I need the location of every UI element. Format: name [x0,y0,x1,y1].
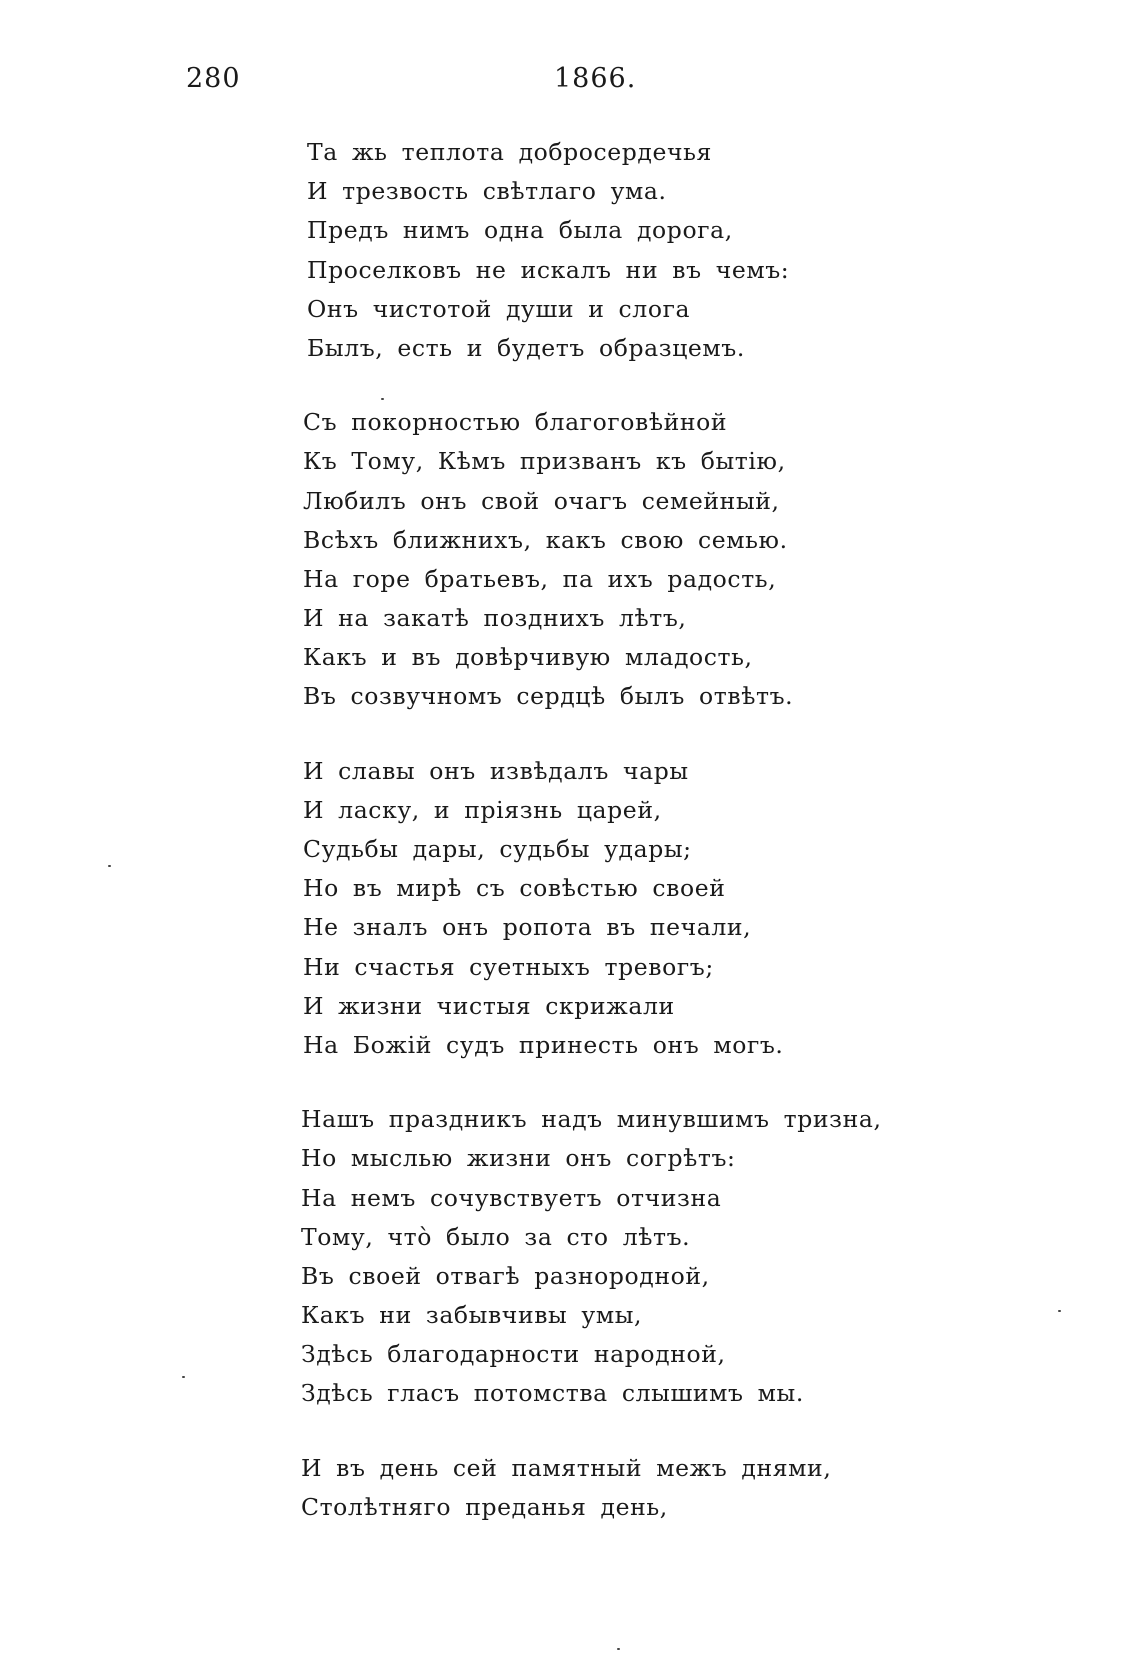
verse-line: Всѣхъ ближнихъ, какъ свою семью. [303,525,788,554]
verse-line: Нашъ праздникъ надъ минувшимъ тризна, [301,1105,882,1134]
verse-line: И ласку, и пріязнь царей, [303,795,662,824]
verse-line: Та жь теплота добросердечья [307,138,712,166]
verse-line: И трезвость свѣтлаго ума. [307,177,667,206]
verse-line: Судьбы дары, судьбы удары; [303,835,692,863]
verse-line: Проселковъ не искалъ ни въ чемъ: [307,255,790,284]
scan-speck [381,398,384,400]
verse-line: Но мыслью жизни онъ согрѣтъ: [301,1144,736,1173]
verse-line: Не зналъ онъ ропота въ печали, [303,913,752,942]
scan-speck [182,1376,185,1378]
verse-line: Но въ мирѣ съ совѣстью своей [303,874,726,903]
verse-line: Былъ, есть и будетъ образцемъ. [307,333,745,362]
verse-line: Ни счастья суетныхъ тревогъ; [303,952,714,981]
verse-line: И на закатѣ позднихъ лѣтъ, [303,604,687,633]
poem-body [301,133,1027,1562]
stanza [301,1449,1027,1527]
scan-speck [617,1648,620,1650]
verse-line: Какъ ни забывчивы умы, [301,1301,643,1330]
verse-line: И славы онъ извѣдалъ чары [303,756,689,785]
verse-line: Предъ нимъ одна была дорога, [307,216,733,245]
verse-line: На Божій судъ принесть онъ могъ. [303,1030,784,1059]
stanza [303,403,1027,717]
stanza [307,133,1027,368]
stanza [301,1100,1027,1414]
scan-speck [108,865,111,867]
verse-line: Онъ чистотой души и слога [307,294,691,323]
verse-line: И жизни чистыя скрижали [303,991,675,1020]
verse-line: На горе братьевъ, па ихъ радость, [303,564,777,593]
verse-line: Къ Тому, Кѣмъ призванъ къ бытію, [303,447,786,476]
verse-line: Тому, что̀ было за сто лѣтъ. [301,1222,691,1251]
stanza [303,752,1027,1066]
verse-line: Въ своей отвагѣ разнородной, [301,1261,710,1290]
verse-line: Въ созвучномъ сердцѣ былъ отвѣтъ. [303,682,794,711]
verse-line: Какъ и въ довѣрчивую младость, [303,643,753,672]
verse-line: И въ день сей памятный межъ днями, [301,1453,832,1482]
verse-line: На немъ сочувствуетъ отчизна [301,1183,722,1212]
verse-line: Съ покорностью благоговѣйной [303,408,728,437]
verse-line: Здѣсь гласъ потомства слышимъ мы. [301,1379,804,1408]
scan-speck [1058,1310,1061,1312]
running-header-year: 1866. [554,63,637,94]
verse-line: Любилъ онъ свой очагъ семейный, [303,486,780,515]
verse-line: Здѣсь благодарности народной, [301,1340,726,1369]
page-number: 280 [186,63,241,94]
verse-line: Столѣтняго преданья день, [301,1492,668,1521]
